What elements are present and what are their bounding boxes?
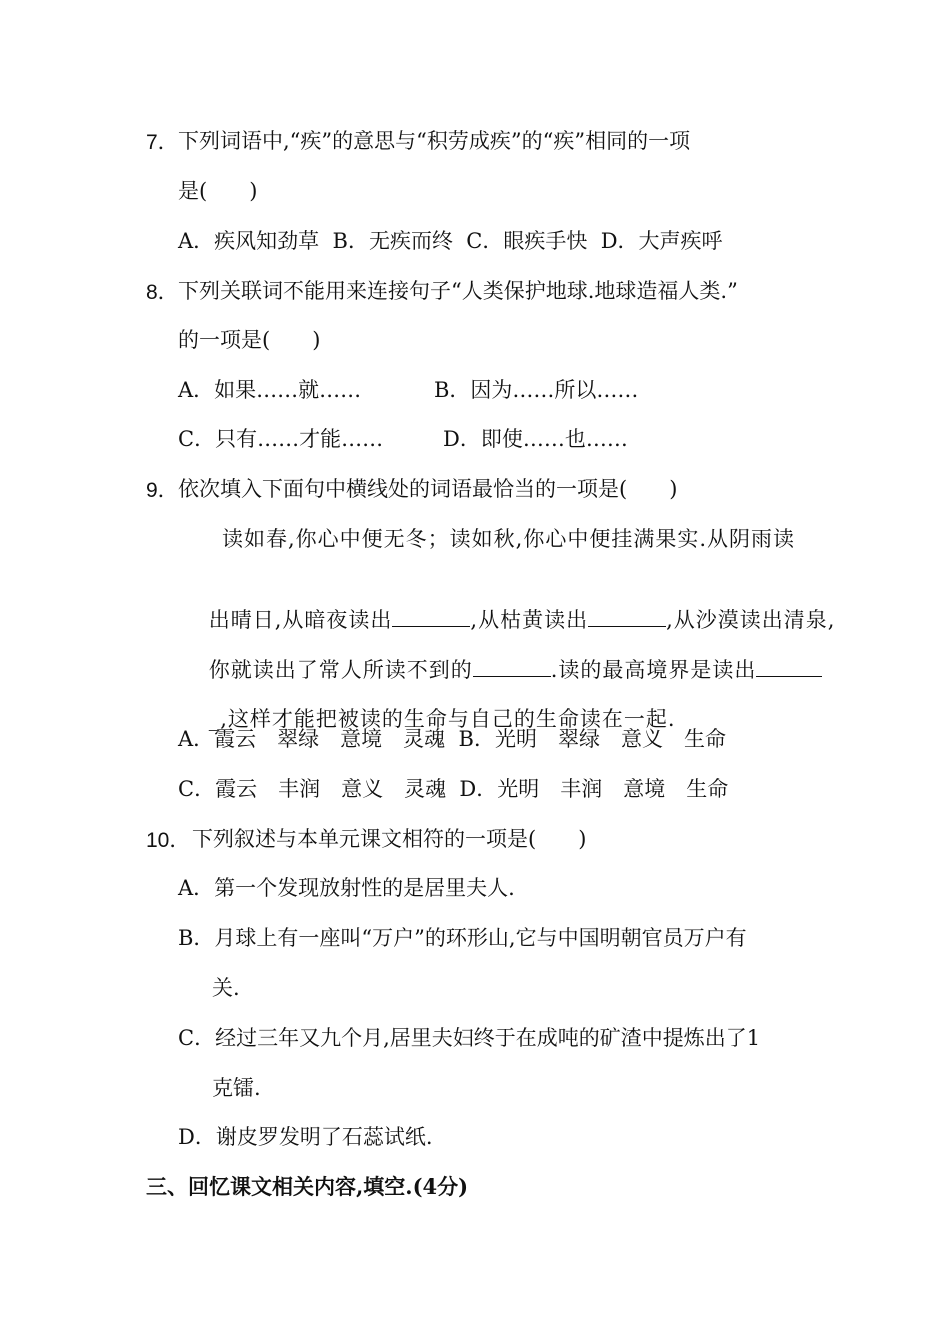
passage-line: _,这样才能把被读的生命与自己的生命读在一起. — [208, 707, 676, 731]
question-text: 依次填入下面句中横线处的词语最恰当的一项是( ) — [178, 477, 678, 501]
section-heading: 三、回忆课文相关内容,填空.(4分) — [146, 1174, 469, 1199]
option-a: A．第一个发现放射性的是居里夫人. — [178, 876, 515, 900]
option-b-cont: 关. — [212, 976, 240, 1000]
question-number: 7． — [146, 131, 179, 154]
question-number: 8． — [146, 281, 179, 304]
question-text: 下列词语中,“疾”的意思与“积劳成疾”的“疾”相同的一项 — [178, 129, 691, 153]
passage-line: 读如春,你心中便无冬；读如秋,你心中便挂满果实.从阴雨读 — [222, 527, 796, 551]
option-c: C．经过三年又九个月,居里夫妇终于在成吨的矿渣中提炼出了1 — [178, 1026, 761, 1050]
option-b: B．因为……所以…… — [434, 378, 639, 402]
option-c: C．只有……才能…… — [178, 427, 384, 451]
question-text: 下列关联词不能用来连接句子“人类保护地球.地球造福人类.” — [178, 279, 738, 303]
options-cd: C．霞云 丰润 意义 灵魂 D．光明 丰润 意境 生命 — [178, 777, 729, 801]
question-text: 是( ) — [178, 179, 258, 203]
passage-line: 出晴日,从暗夜读出 ,从枯黄读出 ,从沙漠读出清泉, — [178, 574, 835, 604]
option-a: A．如果……就…… — [178, 378, 362, 402]
question-number: 10． — [146, 829, 191, 852]
option-c-cont: 克镭. — [212, 1076, 261, 1100]
option-b: B．月球上有一座叫“万户”的环形山,它与中国明朝官员万户有 — [178, 926, 747, 950]
option-d: D．谢皮罗发明了石蕊试纸. — [178, 1125, 433, 1149]
question-number: 9． — [146, 479, 179, 502]
passage-line: 你就读出了常人所读不到的 .读的最高境界是读出 — [178, 624, 822, 654]
question-text: 下列叙述与本单元课文相符的一项是( ) — [192, 827, 587, 851]
option-d: D．即使……也…… — [443, 427, 628, 451]
blank-line — [756, 654, 822, 677]
question-text: 的一项是( ) — [178, 328, 321, 352]
answer-options: A．疾风知劲草 B．无疾而终 C．眼疾手快 D．大声疾呼 — [178, 229, 723, 253]
options-ab: A．霞云 翠绿 意境 灵魂 B．光明 翠绿 意义 生命 — [178, 727, 726, 751]
